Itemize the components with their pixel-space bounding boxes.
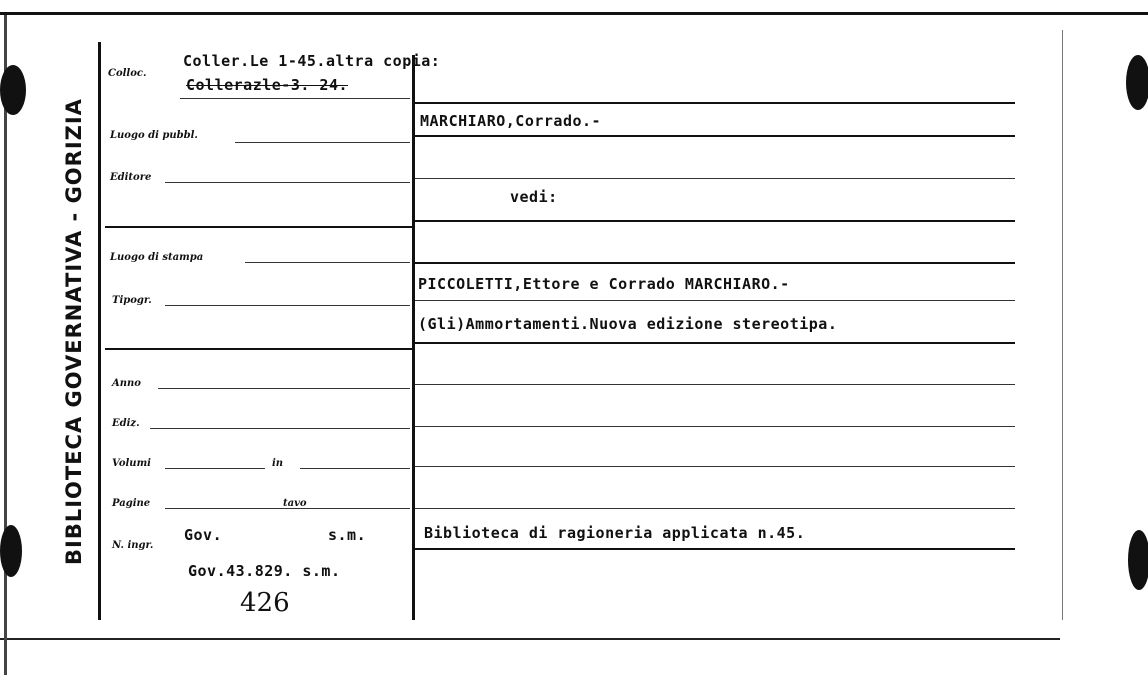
label-luogo-stampa: Luogo di stampa	[110, 252, 204, 263]
colloc-line1: Coller.Le 1-45.altra copia:	[183, 52, 441, 70]
rule-anno	[158, 388, 410, 389]
rule-r9	[415, 426, 1015, 427]
rule-r1	[415, 102, 1015, 104]
rule-r12	[415, 548, 1015, 550]
label-tipografia: Tipogr.	[112, 295, 152, 306]
punch-hole-top-left	[0, 65, 26, 115]
rule-r11	[415, 508, 1015, 509]
rule-tipogr-2	[105, 348, 415, 350]
rule-r5	[415, 262, 1015, 264]
rule-r7	[415, 342, 1015, 344]
label-edizione: Ediz.	[112, 418, 140, 429]
series-note: Biblioteca di ragioneria applicata n.45.	[424, 524, 806, 542]
ingr-line1-left: Gov.	[184, 526, 223, 544]
punch-hole-bottom-right	[1128, 530, 1148, 590]
author-heading: MARCHIARO,Corrado.-	[420, 112, 602, 130]
rule-editore	[165, 182, 410, 183]
rule-luogo-pubbl	[235, 142, 410, 143]
label-collocazione: Colloc.	[108, 68, 147, 79]
top-border	[0, 12, 1148, 15]
referenced-authors: PICCOLETTI,Ettore e Corrado MARCHIARO.-	[418, 275, 790, 293]
rule-in	[300, 468, 410, 469]
label-pagine: Pagine	[112, 498, 151, 509]
punch-hole-bottom-left	[0, 525, 22, 577]
left-edge	[4, 15, 7, 675]
label-editore: Editore	[110, 172, 152, 183]
handwritten-number: 426	[240, 588, 290, 618]
library-title: BIBLIOTECA GOVERNATIVA - GORIZIA	[62, 98, 86, 565]
label-tavole: tavo	[283, 498, 307, 509]
rule-volumi	[165, 468, 265, 469]
see-reference: vedi:	[510, 188, 558, 206]
label-anno: Anno	[112, 378, 141, 389]
label-luogo-pubbl: Luogo di pubbl.	[110, 130, 198, 141]
rule-editore-2	[105, 226, 415, 228]
rule-ediz	[150, 428, 410, 429]
right-edge	[1062, 30, 1063, 620]
label-numero-ingresso: N. ingr.	[112, 540, 154, 551]
rule-tipogr	[165, 305, 410, 306]
ingr-line1-right: s.m.	[328, 526, 367, 544]
rule-r4	[415, 220, 1015, 222]
rule-r6	[415, 300, 1015, 301]
label-in: in	[272, 458, 284, 469]
referenced-title: (Gli)Ammortamenti.Nuova edizione stereotipa.	[418, 315, 838, 333]
rule-luogo-stampa	[245, 262, 410, 263]
punch-hole-top-right	[1126, 55, 1148, 110]
middle-column-border	[412, 55, 415, 620]
label-volumi: Volumi	[112, 458, 151, 469]
rule-r2	[415, 135, 1015, 137]
rule-r3	[415, 178, 1015, 179]
bottom-border	[0, 638, 1060, 640]
rule-r8	[415, 384, 1015, 385]
ingr-line2: Gov.43.829. s.m.	[188, 562, 341, 580]
rule-colloc	[180, 98, 410, 99]
colloc-line2: Collerazle-3. 24.	[186, 76, 349, 94]
left-column-border	[98, 42, 101, 620]
rule-r10	[415, 466, 1015, 467]
